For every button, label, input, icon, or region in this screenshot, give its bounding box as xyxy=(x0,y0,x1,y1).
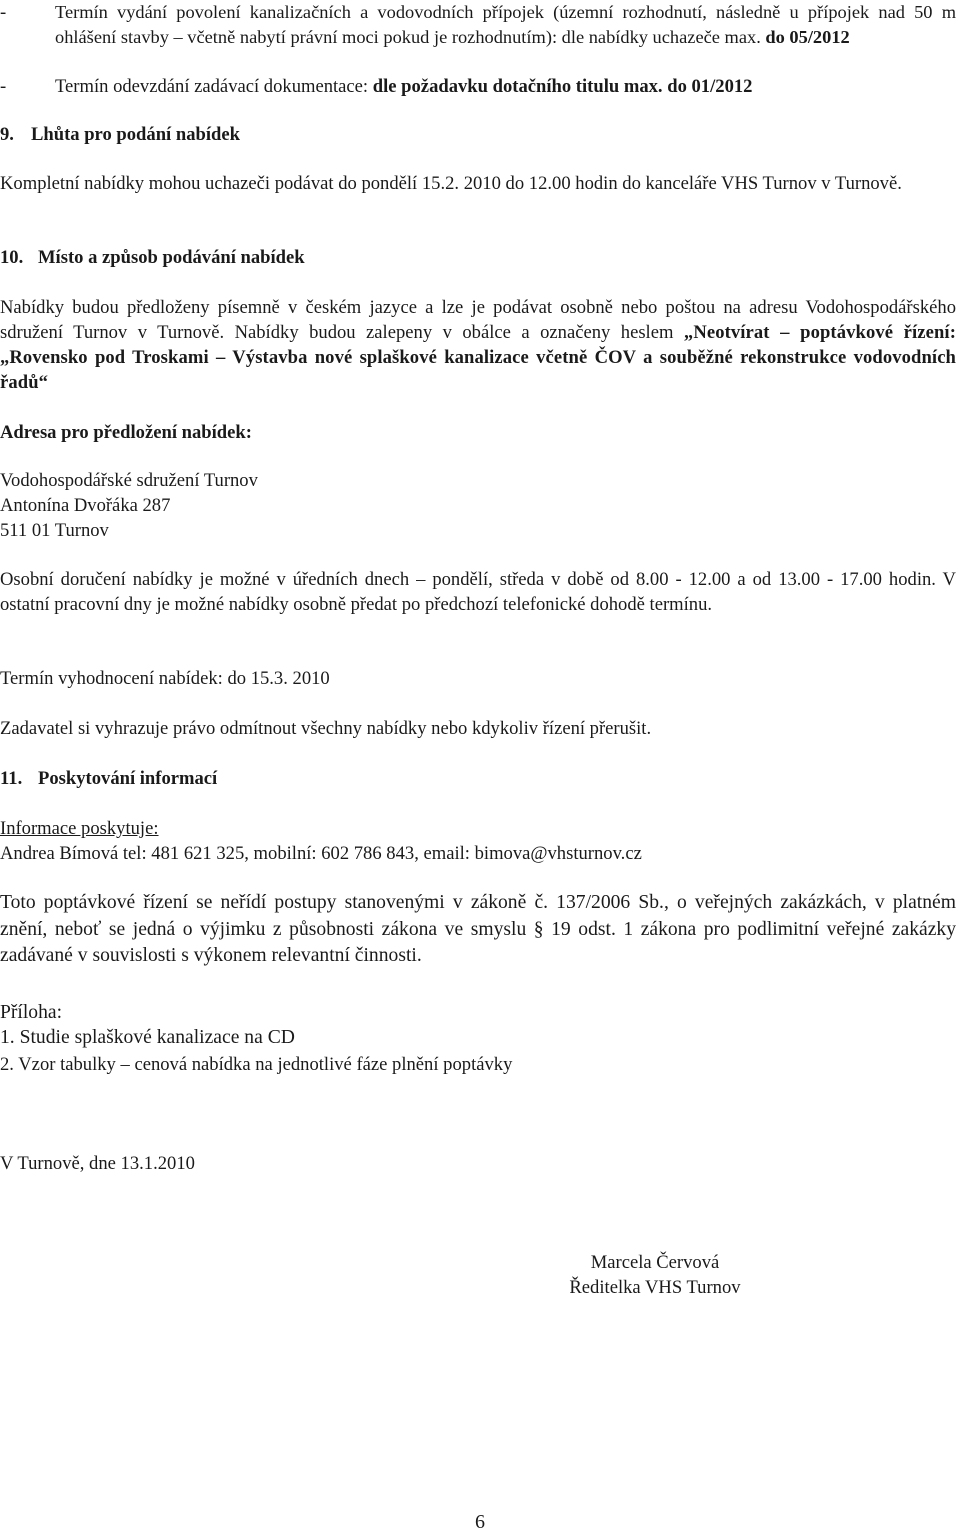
address-line-2: Antonína Dvořáka 287 xyxy=(0,495,171,516)
signature-block xyxy=(555,1250,755,1300)
deadline-documentation-date: dle požadavku dotačního titulu max. do 01/2012 xyxy=(372,76,753,97)
bullet-dash: - xyxy=(0,2,7,23)
submission-text: Nabídky budou předloženy písemně v českém jazyce a lze je podávat osobně nebo poštou na adresu Vodohospodářského sdružení Turnov v Turnově. Nabídky budou zalepeny v obálce a označeny heslem xyxy=(0,297,956,343)
evaluation-date: Termín vyhodnocení nabídek: do 15.3. 2010 xyxy=(0,668,330,689)
signatory-role: Ředitelka VHS Turnov xyxy=(569,1277,741,1298)
signatory-name: Marcela Červová xyxy=(590,1252,720,1273)
address-heading: Adresa pro předložení nabídek: xyxy=(0,422,252,443)
section-10-paragraph xyxy=(0,295,956,395)
address-line-1: Vodohospodářské sdružení Turnov xyxy=(0,470,258,491)
deadline-permits-item xyxy=(0,0,956,50)
section-10-heading: 10. Místo a způsob podávání nabídek xyxy=(0,247,305,268)
attachments-heading: Příloha: xyxy=(0,1002,63,1023)
section-11-heading: 11. Poskytování informací xyxy=(0,768,218,789)
page-number: 6 xyxy=(475,1511,485,1533)
attachment-1: 1. Studie splaškové kanalizace na CD xyxy=(0,1027,295,1048)
contact-details: Andrea Bímová tel: 481 621 325, mobilní: 602 786 843, email: bimova@vhsturnov.cz xyxy=(0,843,642,864)
attachment-2: 2. Vzor tabulky – cenová nabídka na jednotlivé fáze plnění poptávky xyxy=(0,1054,513,1075)
deadline-documentation-text: Termín odevzdání zadávací dokumentace: xyxy=(55,76,369,97)
envelope-label: „Neotvírat – poptávkové řízení: „Rovensko pod Troskami – Výstavba nové splaškové kanalizace včetně ČOV a souběžné rekonstrukce vodovodních řadů“ xyxy=(0,322,956,393)
delivery-hours: Osobní doručení nabídky je možné v úředních dnech – pondělí, středa v době od 8.00 - 12.00 a od 13.00 - 17.00 hodin. V ostatní pracovní dny je možné nabídky osobně předat po předchozí telefonické dohodě termínu. xyxy=(0,569,956,615)
reservation-clause: Zadavatel si vyhrazuje právo odmítnout všechny nabídky nebo kdykoliv řízení přerušit. xyxy=(0,718,652,739)
place-date: V Turnově, dne 13.1.2010 xyxy=(0,1153,195,1174)
info-label: Informace poskytuje: xyxy=(0,818,159,839)
deadline-documentation-item xyxy=(0,74,956,99)
section-9-heading: 9. Lhůta pro podání nabídek xyxy=(0,124,240,145)
section-9-text: Kompletní nabídky mohou uchazeči podávat do pondělí 15.2. 2010 do 12.00 hodin do kanceláře VHS Turnov v Turnově. xyxy=(0,173,902,194)
law-statement: Toto poptávkové řízení se neřídí postupy stanovenými v zákoně č. 137/2006 Sb., o veřejných zakázkách, v platném znění, neboť se jedná o výjimku z působnosti zákona ve smyslu § 19 odst. 1 zákona pro podlimitní veřejné zakázky zadávané v souvislosti s výkonem relevantní činnosti. xyxy=(0,892,956,966)
bullet-dash: - xyxy=(0,76,7,97)
address-line-3: 511 01 Turnov xyxy=(0,520,109,541)
deadline-permits-text: Termín vydání povolení kanalizačních a vodovodních přípojek (územní rozhodnutí, následně u přípojek nad 50 m ohlášení stavby – včetně nabytí právní moci pokud je rozhodnutím): dle nabídky uchazeče max. xyxy=(55,2,956,47)
deadline-permits-date: do 05/2012 xyxy=(765,27,850,47)
